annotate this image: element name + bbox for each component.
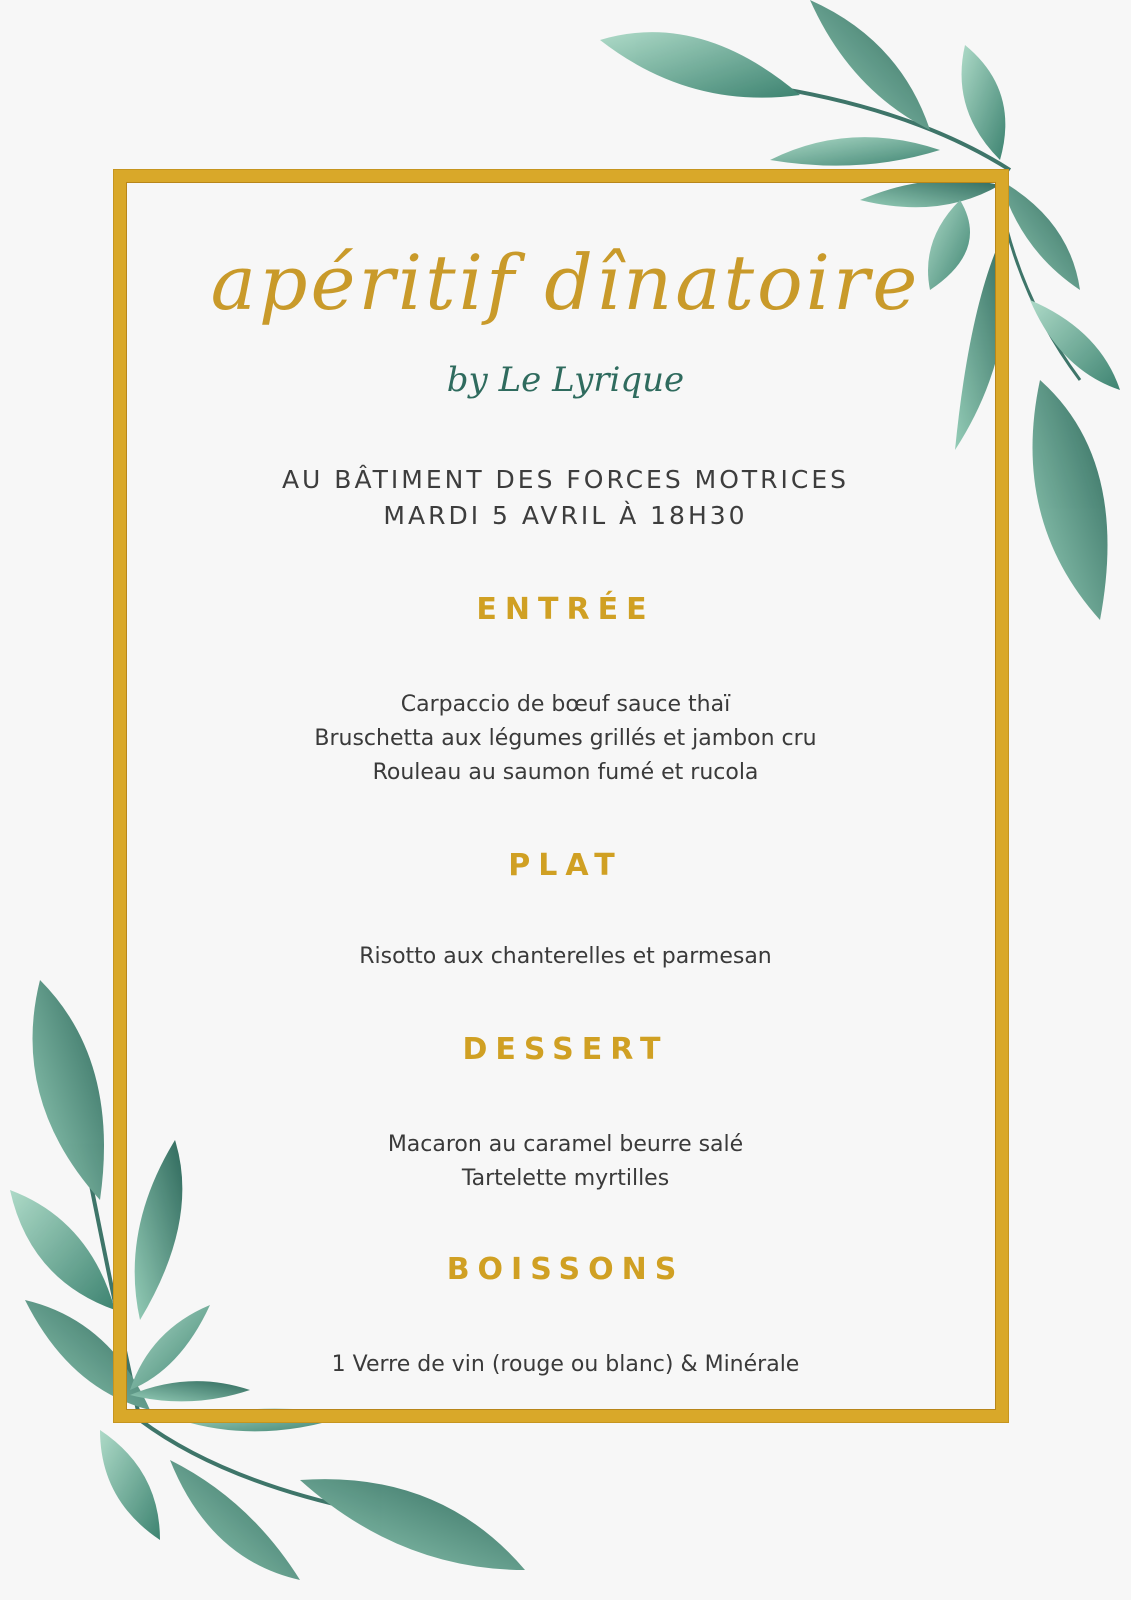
menu-item: Risotto aux chanterelles et parmesan	[359, 944, 772, 969]
menu-title: apéritif dînatoire	[210, 238, 921, 327]
menu-item: Bruschetta aux légumes grillés et jambon cru	[314, 726, 817, 751]
venue-line: AU BÂTIMENT DES FORCES MOTRICES	[281, 465, 850, 494]
menu-item: Carpaccio de bœuf sauce thaï	[400, 692, 731, 717]
section-items-plat	[0, 940, 1131, 974]
date-line: MARDI 5 AVRIL À 18H30	[383, 501, 748, 530]
section-title-plat: PLAT	[508, 848, 623, 883]
menu-item: Tartelette myrtilles	[461, 1166, 670, 1191]
event-details	[0, 462, 1131, 534]
section-title-dessert: DESSERT	[462, 1032, 669, 1067]
section-items-boissons	[0, 1348, 1131, 1382]
section-title-entree: ENTRÉE	[476, 592, 655, 627]
section-items-dessert	[0, 1128, 1131, 1196]
menu-item: Macaron au caramel beurre salé	[387, 1132, 744, 1157]
menu-item: Rouleau au saumon fumé et rucola	[372, 760, 759, 785]
section-items-entree	[0, 688, 1131, 790]
menu-subtitle: by Le Lyrique	[446, 360, 685, 400]
section-title-boissons: BOISSONS	[446, 1252, 685, 1287]
menu-item: 1 Verre de vin (rouge ou blanc) & Minérale	[331, 1352, 800, 1377]
gold-frame	[114, 170, 1008, 1422]
